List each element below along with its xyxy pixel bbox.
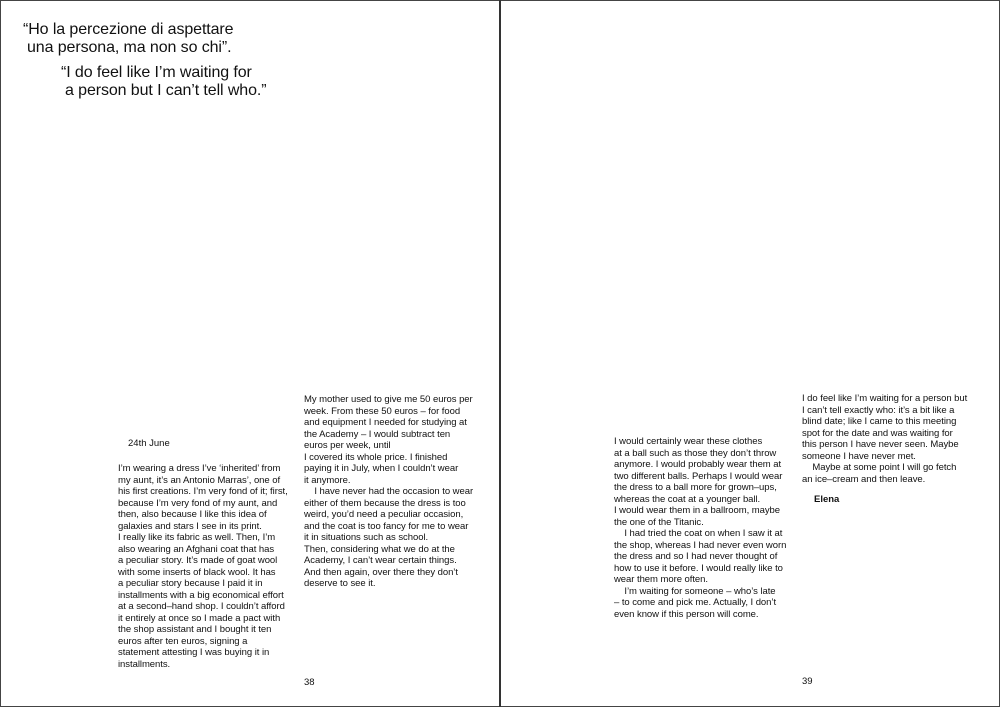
text-line: Then, considering what we do at the bbox=[304, 543, 455, 555]
entry-date: 24th June bbox=[128, 438, 170, 449]
text-line: blind date; like I came to this meeting bbox=[802, 416, 957, 427]
text-column-right-1 bbox=[614, 436, 794, 620]
text-line: I covered its whole price. I finished bbox=[304, 451, 448, 463]
text-line: statement attesting I was buying it in bbox=[118, 647, 270, 658]
text-line: a peculiar story because I paid it in bbox=[118, 578, 263, 589]
text-line: at a second–hand shop. I couldn’t afford bbox=[118, 601, 285, 612]
text-line: either of them because the dress is too bbox=[304, 497, 466, 509]
text-line: galaxies and stars I see in its print. bbox=[118, 520, 262, 532]
text-column-left-2 bbox=[304, 394, 484, 590]
text-line: week. From these 50 euros – for food bbox=[304, 405, 461, 417]
page-number: 39 bbox=[802, 676, 813, 687]
text-line: and equipment I needed for studying at bbox=[304, 417, 467, 428]
text-line: – to come and pick me. Actually, I don’t bbox=[614, 597, 777, 608]
text-line: paying it in July, when I couldn’t wear bbox=[304, 463, 459, 474]
text-line: also wearing an Afghani coat that has bbox=[118, 543, 275, 555]
text-line: Academy, I can’t wear certain things. bbox=[304, 555, 457, 566]
text-line: this person I have never seen. Maybe bbox=[802, 439, 959, 450]
text-line: I’m wearing a dress I’ve ‘inherited’ from bbox=[118, 463, 281, 474]
text-line: the dress and so I had never thought of bbox=[614, 551, 778, 562]
text-line: the shop assistant and I bought it ten bbox=[118, 624, 272, 635]
text-line: I have never had the occasion to wear bbox=[304, 486, 474, 497]
signature-name: Elena bbox=[814, 494, 840, 505]
text-line: an ice–cream and then leave. bbox=[802, 473, 926, 485]
text-line: I would wear them in a ballroom, maybe bbox=[614, 505, 781, 516]
text-line: the dress to a ball more for grown–ups, bbox=[614, 482, 777, 493]
text-line: euros per week, until bbox=[304, 440, 391, 451]
text-line: his first creations. I’m very fond of it; first, bbox=[118, 486, 288, 497]
text-line: euros after ten euros, signing a bbox=[118, 635, 248, 647]
text-line: I can’t tell exactly who: it’s a bit like a bbox=[802, 404, 955, 416]
text-line: deserve to see it. bbox=[304, 578, 376, 589]
text-line: because I’m very fond of my aunt, and bbox=[118, 497, 278, 509]
text-line: I really like its fabric as well. Then, I’m bbox=[118, 532, 276, 543]
text-line: whereas the coat at a younger ball. bbox=[614, 493, 761, 505]
quote-italian bbox=[23, 21, 233, 57]
page-number: 38 bbox=[304, 677, 315, 688]
text-line: I would certainly wear these clothes bbox=[614, 436, 763, 447]
text-line: it in situations such as school. bbox=[304, 532, 429, 543]
quote-line: “I do feel like I’m waiting for bbox=[61, 64, 252, 81]
text-line: And then again, over there they don’t bbox=[304, 566, 458, 578]
text-line: wear them more often. bbox=[614, 574, 708, 585]
text-column-left-1 bbox=[118, 463, 298, 670]
text-line: how to use it before. I would really like to bbox=[614, 562, 783, 574]
text-line: even know if this person will come. bbox=[614, 608, 759, 620]
text-line: with some inserts of black wool. It has bbox=[118, 566, 276, 578]
text-line: anymore. I would probably wear them at bbox=[614, 459, 782, 470]
text-line: installments. bbox=[118, 658, 171, 670]
quote-line: una persona, ma non so chi”. bbox=[27, 39, 232, 56]
text-line: at a ball such as those they don’t throw bbox=[614, 447, 777, 459]
text-line: spot for the date and was waiting for bbox=[802, 427, 953, 439]
text-column-right-2 bbox=[802, 393, 982, 485]
text-line: two different balls. Perhaps I would wear bbox=[614, 470, 783, 482]
text-line: my aunt, it’s an Antonio Marras’, one of bbox=[118, 474, 281, 486]
text-line: I had tried the coat on when I saw it at bbox=[614, 528, 783, 539]
text-line: the Academy – I would subtract ten bbox=[304, 428, 451, 440]
text-line: someone I have never met. bbox=[802, 450, 916, 462]
quote-line: “Ho la percezione di aspettare bbox=[23, 21, 234, 38]
text-line: the one of the Titanic. bbox=[614, 516, 704, 528]
text-line: My mother used to give me 50 euros per bbox=[304, 394, 473, 405]
text-line: I’m waiting for someone – who’s late bbox=[614, 585, 776, 597]
text-line: a peculiar story. It’s made of goat wool bbox=[118, 555, 278, 566]
text-line: I do feel like I’m waiting for a person but bbox=[802, 393, 968, 404]
text-line: it entirely at once so I made a pact with bbox=[118, 612, 281, 624]
text-line: the shop, whereas I had never even worn bbox=[614, 539, 787, 551]
quote-line: a person but I can’t tell who.” bbox=[65, 82, 267, 99]
text-line: weird, you’d need a peculiar occasion, bbox=[304, 509, 464, 520]
text-line: and the coat is too fancy for me to wear bbox=[304, 520, 469, 532]
book-gutter bbox=[499, 0, 501, 707]
text-line: then, also because I like this idea of bbox=[118, 509, 267, 520]
text-line: it anymore. bbox=[304, 474, 351, 486]
text-line: installments with a big economical effort bbox=[118, 589, 284, 601]
text-line: Maybe at some point I will go fetch bbox=[802, 462, 957, 473]
quote-english bbox=[61, 64, 266, 100]
